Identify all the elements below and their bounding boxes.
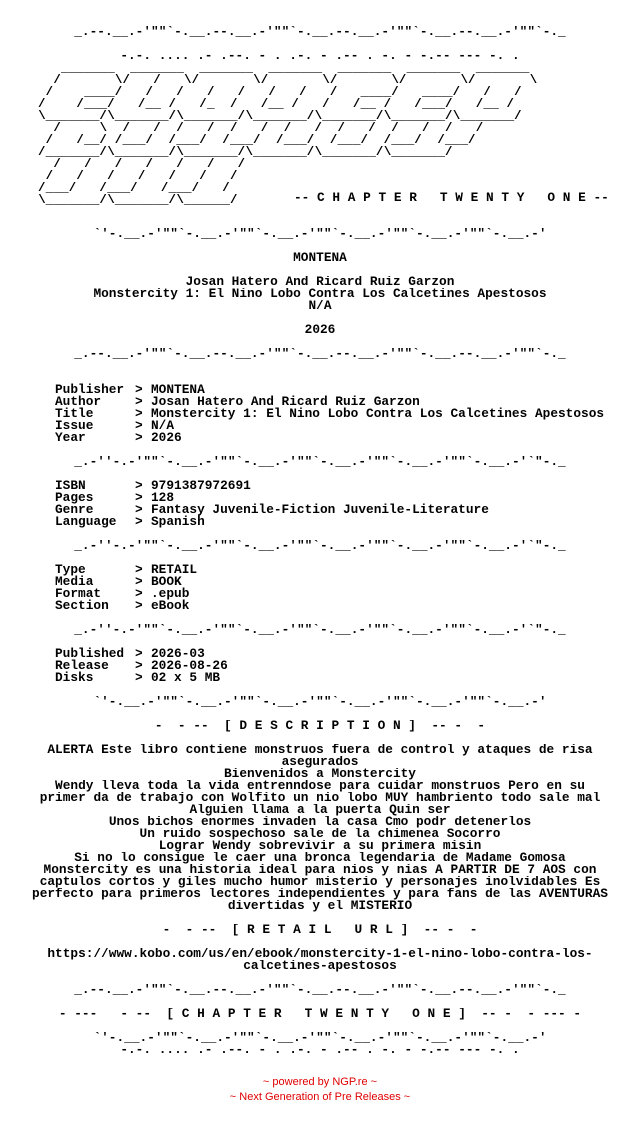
field-value: .epub	[151, 586, 190, 601]
small-sep-2	[0, 540, 640, 552]
description-heading: - - -- [ D E S C R I P T I O N ] -- - -	[154, 720, 486, 732]
field-key: Release	[55, 658, 109, 673]
field-row: Type > RETAIL	[55, 562, 198, 577]
field-key: Media	[55, 574, 94, 589]
description-line: Unos bichos enormes invaden la casa Cmo podr detenerlos	[108, 816, 532, 828]
field-value: Fantasy Juvenile-Fiction Juvenile-Literature	[151, 502, 489, 517]
description-line: ALERTA Este libro contiene monstruos fuera de control y ataques de risa	[47, 744, 593, 756]
description-line: captulos cortos y giles mucho humor misterio y personajes inolvidables Es	[39, 876, 601, 888]
description-line: Wendy lleva toda la vida entrenndose para cuidar monstruos Pero en su	[55, 780, 585, 792]
logo-line: / / / / / / /	[38, 170, 238, 182]
description-line: asegurados	[281, 756, 359, 768]
field-key: Language	[55, 514, 117, 529]
logo-line: /___/ /___/ /___/ /	[38, 182, 230, 194]
field-value: eBook	[151, 598, 190, 613]
logo-line: / / / / / / /	[38, 158, 246, 170]
field-row: Release > 2026-08-26	[55, 658, 228, 673]
field-row: Publisher > MONTENA	[55, 382, 205, 397]
field-row: Media > BOOK	[55, 574, 182, 589]
border-line: _.--.__.-'""`-.__.--.__.-'""`-.__.--.__.-'""`-.__.--.__.-'""`-._	[74, 984, 566, 996]
field-row: Title > Monstercity 1: El Nino Lobo Contra Los Calcetines Apestosos	[55, 406, 605, 421]
field-key: Year	[55, 430, 86, 445]
fields-book	[55, 480, 489, 528]
header-info	[0, 252, 640, 336]
description-line: Si no lo consigue le caer una bronca legendaria de Madame Gomosa	[74, 852, 566, 864]
logo-line: \_______/\_______/\_______/\_______/\_______/\_______/\_______/	[38, 110, 522, 122]
wave-line: `'-.__.-'""`-.__.-'""`-.__.-'""`-.__.-'""`-.__.-'""`-.__.-'	[93, 1032, 547, 1044]
morse-text: -.-. .... .- .--. - . .-. - .-- . -. - -.-- --- -. .	[120, 1044, 520, 1056]
field-key: Genre	[55, 502, 94, 517]
description-line: perfecto para primeros lectores independientes y para fans de las AVENTURAS	[32, 888, 608, 900]
header-publisher: MONTENA	[293, 252, 347, 264]
field-row: Disks > 02 x 5 MB	[55, 670, 221, 685]
logo-line: / ____/ / / / / / / / ____/ ____/ / /	[38, 86, 522, 98]
logo-line: / /__/ /___/ /___/ /___/ /___/ /___/ /___/ /___/	[38, 134, 476, 146]
small-sep-1	[0, 456, 640, 468]
logo-line: / /___/ /__ / /_ / /__ / / /__ / /___/ /__ /	[38, 98, 515, 110]
description-line: Bienvenidos a Monstercity	[224, 768, 416, 780]
field-key: Published	[55, 646, 125, 661]
field-value: Monstercity 1: El Nino Lobo Contra Los Calcetines Apestosos	[151, 406, 605, 421]
description-body	[10, 744, 630, 912]
chapter-tag	[294, 192, 634, 204]
morse-line	[0, 50, 640, 62]
bottom-chapter-text: - --- - -- [ C H A P T E R T W E N T Y O N E ] -- - - --- -	[58, 1008, 582, 1020]
field-value: 2026-03	[151, 646, 205, 661]
field-key: Pages	[55, 490, 94, 505]
footer-powered[interactable]: ~ powered by NGP.re ~	[262, 1076, 378, 1088]
border-line: _.--.__.-'""`-.__.--.__.-'""`-.__.--.__.-'""`-.__.--.__.-'""`-._	[74, 348, 566, 360]
field-value: 2026	[151, 430, 182, 445]
description-line: divertidas y el MISTERIO	[227, 900, 413, 912]
field-value: RETAIL	[151, 562, 198, 577]
retail-url[interactable]	[0, 948, 640, 972]
logo-line: _______ _______ _______ _______ _______ _______ _______	[38, 62, 530, 74]
wave-line: `'-.__.-'""`-.__.-'""`-.__.-'""`-.__.-'""`-.__.-'""`-.__.-'	[93, 228, 547, 240]
field-value: 9791387972691	[151, 478, 251, 493]
field-key: Format	[55, 586, 102, 601]
small-sep-line: _.-''-.-'""`-.__.-'""`-.__.-'""`-.__.-'""`-.__.-'""`-.__.-'`"-._	[74, 540, 566, 552]
field-row: Format > .epub	[55, 586, 190, 601]
field-key: Issue	[55, 418, 94, 433]
field-row: Section > eBook	[55, 598, 190, 613]
logo-line: / \/ / \/ \/ \/ \/ \/ \	[38, 74, 538, 86]
chapter-tag-text: -- C H A P T E R T W E N T Y O N E --	[294, 192, 609, 204]
wave-line: `'-.__.-'""`-.__.-'""`-.__.-'""`-.__.-'""`-.__.-'""`-.__.-'	[93, 696, 547, 708]
field-key: Type	[55, 562, 86, 577]
field-value: N/A	[151, 418, 175, 433]
bottom-chapter	[0, 1008, 640, 1020]
header-year: 2026	[304, 324, 336, 336]
field-key: Section	[55, 598, 109, 613]
field-row: Genre > Fantasy Juvenile-Fiction Juvenile-Literature	[55, 502, 489, 517]
border-3	[0, 984, 640, 996]
field-value: 128	[151, 490, 175, 505]
field-value: MONTENA	[151, 382, 205, 397]
field-row: Language > Spanish	[55, 514, 205, 529]
logo-line: /_______/\_______/\_______/\_______/\_______/\_______/	[38, 146, 453, 158]
field-row: Year > 2026	[55, 430, 182, 445]
field-row: Author > Josan Hatero And Ricard Ruiz Garzon	[55, 394, 420, 409]
small-sep-line: _.-''-.-'""`-.__.-'""`-.__.-'""`-.__.-'""`-.__.-'""`-.__.-'`"-._	[74, 624, 566, 636]
field-key: Disks	[55, 670, 94, 685]
footer-tagline: ~ Next Generation of Pre Releases ~	[229, 1091, 411, 1103]
field-key: Title	[55, 406, 94, 421]
description-line: Monstercity es una historia ideal para nios y nias A PARTIR DE 7 AOS con	[43, 864, 597, 876]
field-row: Published > 2026-03	[55, 646, 205, 661]
description-line: Alguien llama a la puerta Quin ser	[189, 804, 451, 816]
description-line: Lograr Wendy sobrevivir a su primera misin	[158, 840, 482, 852]
fields-publication	[55, 384, 604, 444]
retail-url-link[interactable]: calcetines-apestosos	[243, 960, 397, 972]
description-line: primer da de trabajo con Wolfito un nio lobo MUY hambriento todo sale mal	[39, 792, 601, 804]
small-sep-line: _.-''-.-'""`-.__.-'""`-.__.-'""`-.__.-'""`-.__.-'""`-.__.-'`"-._	[74, 456, 566, 468]
wave-line-bottom	[0, 1032, 640, 1044]
ascii-logo	[38, 62, 638, 206]
retail-header	[0, 924, 640, 936]
small-sep-3	[0, 624, 640, 636]
field-value: 2026-08-26	[151, 658, 228, 673]
field-key: Publisher	[55, 382, 125, 397]
fields-release	[55, 648, 228, 684]
retail-heading: - - -- [ R E T A I L U R L ] -- - -	[162, 924, 478, 936]
description-header	[0, 720, 640, 732]
field-value: BOOK	[151, 574, 182, 589]
header-title: Monstercity 1: El Nino Lobo Contra Los Calcetines Apestosos	[93, 288, 547, 300]
field-value: Spanish	[151, 514, 205, 529]
header-issue: N/A	[308, 300, 332, 312]
field-row: ISBN > 9791387972691	[55, 478, 251, 493]
field-row: Pages > 128	[55, 490, 175, 505]
wave-line-top	[0, 228, 640, 240]
field-key: ISBN	[55, 478, 86, 493]
top-border	[0, 26, 640, 38]
logo-line: / \ / / / / / / / / / / / / / /	[38, 122, 484, 134]
border-line: _.--.__.-'""`-.__.--.__.-'""`-.__.--.__.-'""`-.__.--.__.-'""`-._	[74, 26, 566, 38]
retail-url-link[interactable]: https://www.kobo.com/us/en/ebook/monstercity-1-el-nino-lobo-contra-los-	[47, 948, 593, 960]
morse-line-bottom	[0, 1044, 640, 1056]
field-row: Issue > N/A	[55, 418, 175, 433]
description-line: Un ruido sospechoso sale de la chimenea Socorro	[139, 828, 501, 840]
wave-line-mid	[0, 696, 640, 708]
field-value: Josan Hatero And Ricard Ruiz Garzon	[151, 394, 420, 409]
logo-line: \_______/\_______/\______/	[38, 194, 238, 206]
header-authors: Josan Hatero And Ricard Ruiz Garzon	[185, 276, 455, 288]
footer	[0, 1075, 640, 1105]
border-2	[0, 348, 640, 360]
field-key: Author	[55, 394, 102, 409]
fields-format	[55, 564, 197, 612]
morse-text: -.-. .... .- .--. - . .-. - .-- . -. - -.-- --- -. .	[120, 50, 520, 62]
field-value: 02 x 5 MB	[151, 670, 221, 685]
